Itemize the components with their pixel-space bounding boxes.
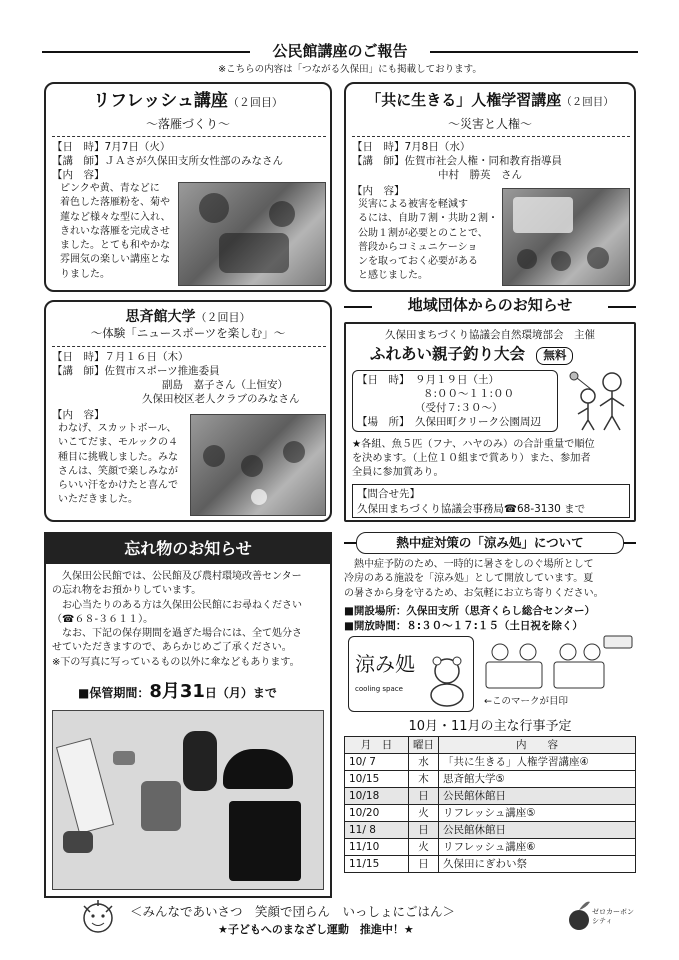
shiseikan-date: 【日 時】７月１６日（木）	[52, 351, 189, 363]
shiseikan-lecturer-name1: 副島 嘉子さん（上恒安）	[162, 379, 288, 391]
refresh-lecture-card	[44, 82, 332, 292]
polar-bear-icon	[425, 655, 469, 707]
refresh-date: 【日 時】7月7日（火）	[52, 141, 171, 153]
fishing-info-box: 【日 時】 ９月１９日（土） ８:００～１１:００ （受付７:３０～） 【場 所】 久保田町クリーク公園周辺	[352, 370, 558, 432]
refresh-lecturer: 【講 師】ＪＡさが久保田支所女性部のみなさん	[52, 155, 283, 167]
fishing-contact-value: 久保田まちづくり協議会事務局☎68‐3130 まで	[357, 503, 586, 515]
fishing-rules: ★各組、魚５匹（フナ、ハヤのみ）の合計重量で順位 を決めます。（上位１０組まで賞あり）また、参加者 全員に参加賞あり。	[352, 439, 595, 478]
shiseikan-title: 思斉館大学（２回目）	[125, 309, 251, 325]
lost-found-header: 忘れ物のお知らせ	[46, 534, 330, 564]
cool-spot-illustration	[484, 634, 634, 692]
refresh-title: リフレッシュ講座（２回目）	[93, 91, 283, 111]
schedule-title: 10月・11月の主な行事予定	[408, 719, 572, 734]
shiseikan-subtitle: ～体験「ニュースポーツを楽しむ」～	[90, 326, 286, 340]
table-row: 11/ 8 日 公民館休館日	[345, 822, 636, 839]
cool-spot-hours: ■開放時間：８:３０～１７:１５（土日祝を除く）	[344, 620, 583, 632]
jinken-content: 災害による被害を軽減す るには、自助７割・共助２割・ 公助１割が必要とのことで、 普段からコミュニケーショ ンを取っておく必要がある と感じました。	[358, 199, 498, 282]
cool-spot-header: 熱中症対策の「涼み処」について	[356, 532, 624, 554]
lost-found-section	[44, 532, 332, 898]
free-badge: 無料	[536, 347, 573, 365]
divider	[52, 136, 326, 137]
divider	[352, 136, 630, 137]
refresh-subtitle: ～落雁づくり～	[145, 117, 230, 131]
jinken-title: 「共に生きる」人権学習講座（２回目）	[366, 91, 614, 109]
storage-period: ■保管期間：8月31日（月）まで	[78, 681, 277, 702]
leaf-icon	[566, 898, 592, 934]
table-row: 11/15 日 久保田にぎわい祭	[345, 856, 636, 873]
jinken-photo	[502, 188, 630, 286]
shiseikan-content: わなげ、スカットボール、 いこてだま、モルックの４ 種目に挑戦しました。みな さんは、笑顔で楽しみなが らいい汗をかけたと喜んで いただきました。	[58, 423, 178, 506]
cool-spot-place: ■開設場所：久保田支所（思斉くらし総合センター）	[344, 605, 595, 617]
col-weekday: 曜日	[409, 737, 439, 754]
refresh-content-label: 【内 容】	[52, 169, 105, 181]
lost-found-body: 久保田公民館では、公民館及び農村環境改善センター の忘れ物をお預かりしています。 お心当たりのある方は久保田公民館にお尋ねください （☎６８‐３６１１）。 なお、下記の保存期間を過ぎた場合には、全て処分さ せていただきますので、あらかじめご了承ください。 ※下の写真に写っているもの以外に傘などもあります。	[52, 571, 302, 668]
footer-campaign: ★子どもへのまなざし運動 推進中！★	[218, 923, 414, 936]
jinken-subtitle: ～災害と人権～	[447, 117, 532, 131]
divider	[52, 346, 326, 347]
jinken-lecturer-name: 中村 勝英 さん	[438, 169, 522, 181]
jinken-lecturer: 【講 師】佐賀市社会人権・同和教育指導員	[352, 155, 562, 167]
cool-spot-logo: 涼み処 cooling space	[348, 636, 474, 712]
page-title: 公民館講座のご報告	[250, 40, 430, 62]
shiseikan-card	[44, 300, 332, 522]
schedule-table	[344, 736, 636, 873]
fishing-illustration	[568, 368, 632, 434]
col-content: 内 容	[439, 737, 636, 754]
table-row: 10/20 火 リフレッシュ講座⑤	[345, 805, 636, 822]
table-row: 10/15 木 思斉館大学⑤	[345, 771, 636, 788]
footer-slogan: ＜みんなであいさつ 笑顔で団らん いっしょにごはん＞	[130, 904, 456, 919]
table-row: 10/18 日 公民館休館日	[345, 788, 636, 805]
fishing-contact-label: 【問合せ先】	[357, 488, 420, 500]
refresh-content: ピンクや黄、青などに 着色した落雁粉を、菊や 蓮など様々な型に入れ、 きれいな落雁を完成させ ました。とても和やかな 雰囲気の楽しい講座とな りました。	[60, 183, 171, 280]
mascot-icon	[78, 898, 118, 938]
fishing-contact-box	[352, 484, 630, 518]
cool-spot-section	[344, 530, 636, 714]
mark-note: ←このマークが目印	[484, 696, 568, 707]
fishing-reception: （受付７:３０～）	[415, 402, 503, 414]
cool-spot-body: 熱中症予防のため、一時的に暑さをしのぐ場所として 冷房のある施設を「涼み処」として開放しています。夏 の暑さから身を守るため、お気軽にお立ち寄りください。	[344, 559, 604, 599]
jinken-content-label: 【内 容】	[352, 185, 405, 197]
zero-carbon-logo: ゼロカーボンシティ	[566, 898, 636, 938]
fishing-date: ９月１９日（土）	[415, 374, 499, 386]
fishing-organizer: 久保田まちづくり協議会自然環境部会 主催	[385, 329, 595, 341]
jinken-date: 【日 時】7月8日（水）	[352, 141, 471, 153]
shiseikan-lecturer: 【講 師】佐賀市スポーツ推進委員	[52, 365, 220, 377]
shiseikan-lecturer-name2: 久保田校区老人クラブのみなさん	[142, 393, 300, 405]
table-row: 10/ 7 水 「共に生きる」人権学習講座④	[345, 754, 636, 771]
table-row: 11/10 火 リフレッシュ講座⑥	[345, 839, 636, 856]
fishing-title: ふれあい親子釣り大会 無料	[370, 344, 573, 365]
refresh-photo	[178, 182, 326, 286]
lost-items-photo	[52, 710, 324, 890]
header-note: ※こちらの内容は「つながる久保田」にも掲載しております。	[218, 64, 482, 75]
fishing-place: 久保田町クリーク公園周辺	[415, 416, 541, 428]
col-date: 月 日	[345, 737, 409, 754]
shiseikan-content-label: 【内 容】	[52, 409, 105, 421]
shiseikan-photo	[190, 414, 326, 516]
fishing-event-card	[344, 322, 636, 522]
chiiki-header: 地域団体からのお知らせ	[372, 294, 608, 316]
fishing-time: ８:００～１１:００	[423, 388, 515, 400]
jinken-lecture-card	[344, 82, 636, 292]
